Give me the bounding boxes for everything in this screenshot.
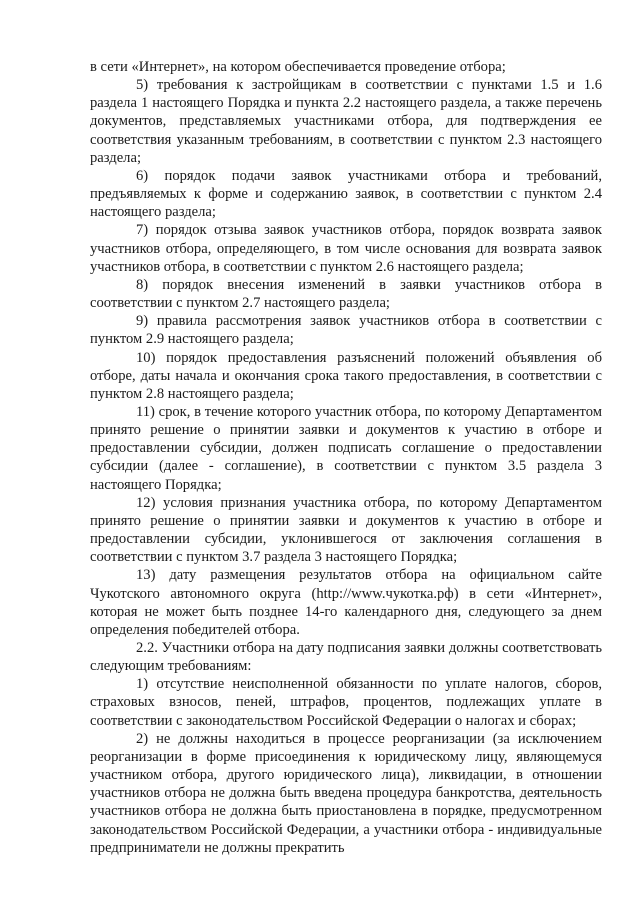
paragraph-item-13: 13) дату размещения результатов отбора на официальном сайте Чукотского автономного округа (http://www.чукотка.рф) в сети «Интернет», которая не может быть позднее 14-го календарного дня, следующего за днем определения победителей отбора. bbox=[90, 567, 602, 638]
paragraph-item-8: 8) порядок внесения изменений в заявки участников отбора в соответствии с пунктом 2.7 настоящего раздела; bbox=[90, 276, 602, 312]
paragraph-section-2-2: 2.2. Участники отбора на дату подписания заявки должны соответствовать следующим требованиям: bbox=[90, 640, 602, 675]
paragraph-item-6: 6) порядок подачи заявок участниками отбора и требований, предъявляемых к форме и содержанию заявок, в соответствии с пунктом 2.4 настоящего раздела; bbox=[90, 167, 602, 221]
paragraph-item-10: 10) порядок предоставления разъяснений положений объявления об отборе, даты начала и окончания срока такого предоставления, в соответствии с пунктом 2.8 настоящего раздела; bbox=[90, 349, 602, 402]
document-page bbox=[90, 58, 602, 857]
paragraph-item-9: 9) правила рассмотрения заявок участников отбора в соответствии с пунктом 2.9 настоящего раздела; bbox=[90, 313, 602, 348]
paragraph-item-12: 12) условия признания участника отбора, по которому Департаментом принято решение о принятии заявки и документов к участию в отборе и предоставлении субсидии, уклонившегося от заключения соглашения в соответствии с пунктом 3.7 раздела 3 настоящего Порядка; bbox=[90, 494, 602, 566]
paragraph-continuation: в сети «Интернет», на котором обеспечивается проведение отбора; bbox=[90, 59, 506, 75]
paragraph-requirement-1: 1) отсутствие неисполненной обязанности по уплате налогов, сборов, страховых взносов, пеней, штрафов, процентов, подлежащих уплате в соответствии с законодательством Российской Федерации о налогах и сборах; bbox=[90, 676, 602, 729]
paragraph-requirement-2: 2) не должны находиться в процессе реорганизации (за исключением реорганизации в форме присоединения к юридическому лицу, являющемуся участником отбора, другого юридического лица), ликвидации, в отношении участников отбора не должна быть введена процедура банкротства, деятельность участников отбора не должна быть приостановлена в порядке, предусмотренном законодательством Российской Федерации, а участники отбора - индивидуальные предприниматели не должны прекратить bbox=[90, 730, 602, 856]
paragraph-item-11: 11) срок, в течение которого участник отбора, по которому Департаментом принято решение о принятии заявки и документов к участию в отборе и предоставлении субсидии, должен подписать соглашение о предоставлении субсидии (далее - соглашение), в соответствии с пунктом 3.5 раздела 3 настоящего Порядка; bbox=[90, 403, 602, 493]
paragraph-item-5: 5) требования к застройщикам в соответствии с пунктами 1.5 и 1.6 раздела 1 настоящего Порядка и пункта 2.2 настоящего раздела, а также перечень документов, представляемых участниками отбора, для подтверждения ее соответствия указанным требованиям, в соответствии с пунктом 2.3 настоящего раздела; bbox=[90, 77, 602, 166]
paragraph-item-7: 7) порядок отзыва заявок участников отбора, порядок возврата заявок участников отбора, определяющего, в том числе основания для возврата заявок участников отбора, в соответствии с пунктом 2.6 настоящего раздела; bbox=[90, 222, 602, 275]
